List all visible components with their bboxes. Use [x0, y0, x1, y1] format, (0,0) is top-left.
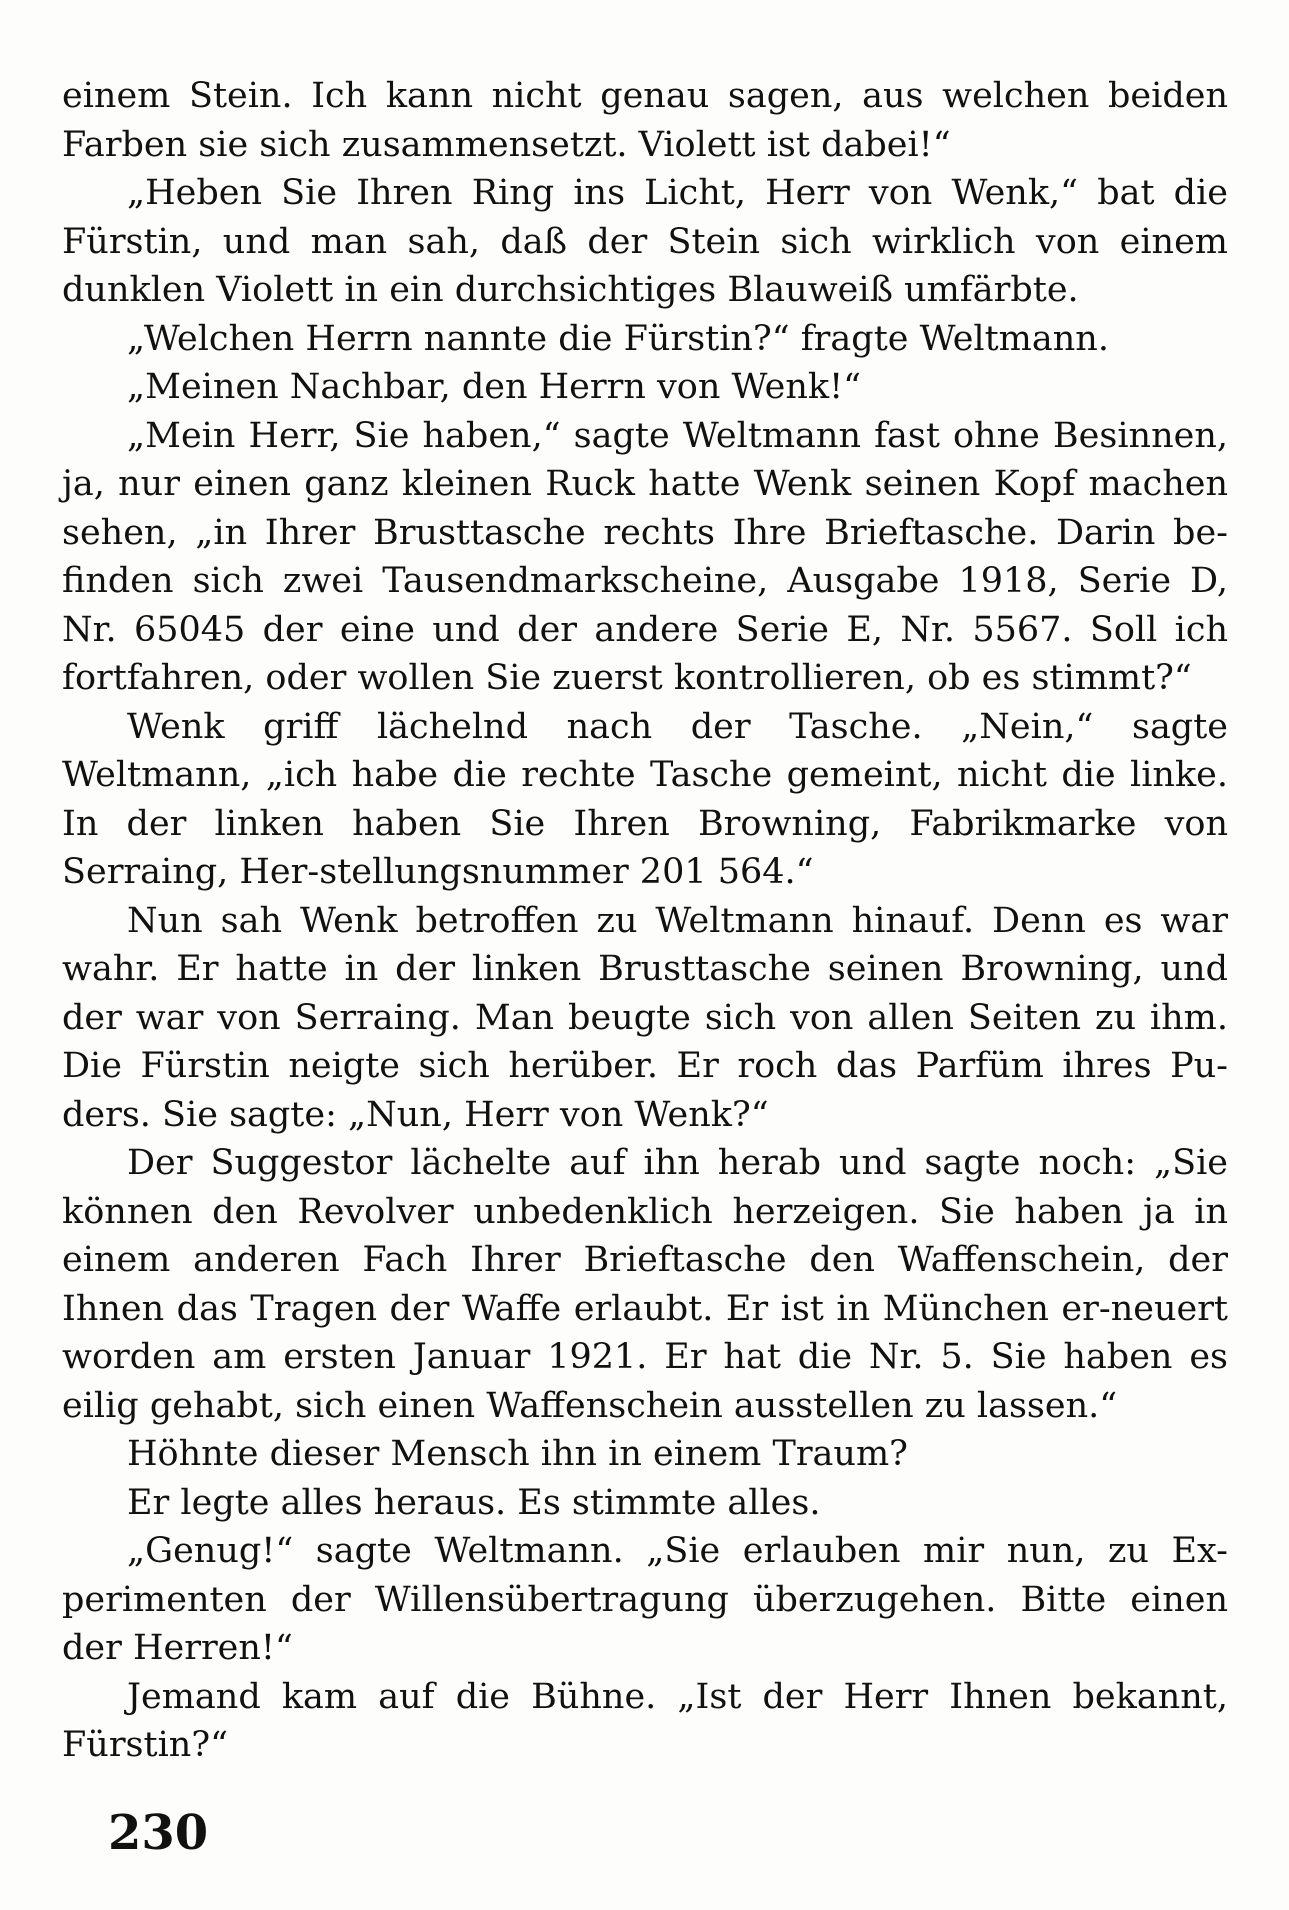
body-text [62, 72, 1228, 1770]
paragraph: Nun sah Wenk betroffen zu Weltmann hinauf. Denn es war wahr. Er hatte in der linken Brusttasche seinen Browning, und der war von Serraing. Man beugte sich von allen Seiten zu ihm. Die Fürstin neigte sich herüber. Er roch das Parfüm ihres Pu-ders. Sie sagte: „Nun, Herr von Wenk?“ [62, 900, 1228, 1135]
paragraph: Der Suggestor lächelte auf ihn herab und sagte noch: „Sie können den Revolver unbedenklich herzeigen. Sie haben ja in einem anderen Fach Ihrer Brieftasche den Waffenschein, der Ihnen das Tragen der Waffe erlaubt. Er ist in München er-neuert worden am ersten Januar 1921. Er hat die Nr. 5. Sie haben es eilig gehabt, sich einen Waffenschein ausstellen zu lassen.“ [62, 1143, 1228, 1426]
paragraph: „Heben Sie Ihren Ring ins Licht, Herr von Wenk,“ bat die Fürstin, und man sah, daß der Stein sich wirklich von einem dunklen Violett in ein durchsichtiges Blauweiß umfärbte. [62, 173, 1228, 310]
page-number: 230 [108, 1805, 209, 1861]
paragraph: „Meinen Nachbar, den Herrn von Wenk!“ [127, 367, 862, 407]
paragraph: Wenk griff lächelnd nach der Tasche. „Nein,“ sagte Weltmann, „ich habe die rechte Tasche gemeint, nicht die linke. In der linken haben Sie Ihren Browning, Fabrikmarke von Serraing, Her-stellungsnummer 201 564.“ [62, 706, 1228, 892]
paragraph: Höhnte dieser Mensch ihn in einem Traum? [127, 1434, 908, 1474]
paragraph: Er legte alles heraus. Es stimmte alles. [127, 1482, 821, 1523]
paragraph: „Welchen Herrn nannte die Fürstin?“ fragte Weltmann. [127, 318, 1109, 359]
paragraph: „Mein Herr, Sie haben,“ sagte Weltmann fast ohne Besinnen, ja, nur einen ganz kleinen Ruck hatte Wenk seinen Kopf machen sehen, „in Ihrer Brusttasche rechts Ihre Brieftasche. Darin be-finden sich zwei Tausendmarkscheine, Ausgabe 1918, Serie D, Nr. 65045 der eine und der andere Serie E, Nr. 5567. Soll ich fortfahren, oder wollen Sie zuerst kontrollieren, ob es stimmt?“ [62, 415, 1228, 698]
paragraph: einem Stein. Ich kann nicht genau sagen, aus welchen beiden Farben sie sich zusammensetzt. Violett ist dabei!“ [62, 76, 1228, 165]
paragraph: Jemand kam auf die Bühne. „Ist der Herr Ihnen bekannt, Fürstin?“ [62, 1676, 1228, 1765]
paragraph: „Genug!“ sagte Weltmann. „Sie erlauben mir nun, zu Ex-perimenten der Willensübertragung überzugehen. Bitte einen der Herren!“ [62, 1531, 1228, 1668]
